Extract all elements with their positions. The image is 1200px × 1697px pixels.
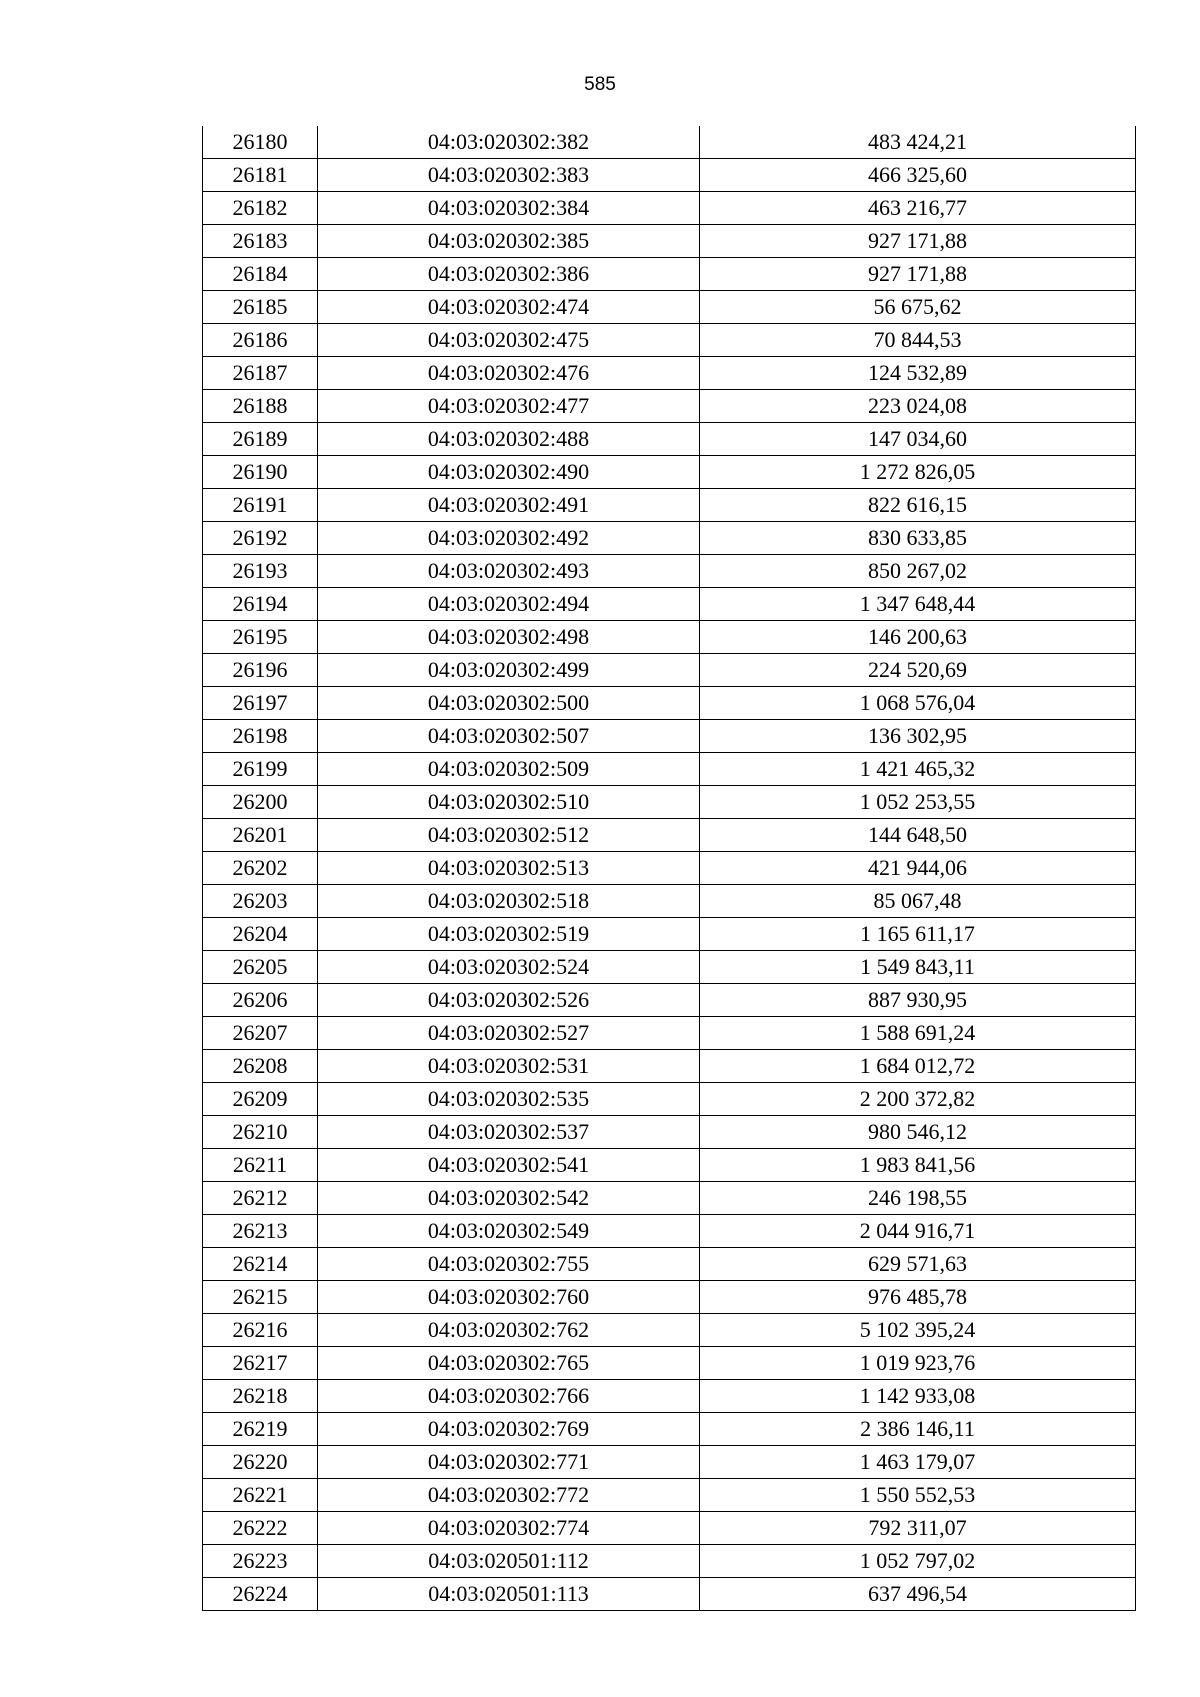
cadastral-number-cell: 04:03:020302:492 xyxy=(318,522,700,555)
table-row xyxy=(203,489,1136,522)
cadastral-value-cell: 1 019 923,76 xyxy=(700,1347,1136,1380)
table-row xyxy=(203,1479,1136,1512)
table-row xyxy=(203,1545,1136,1578)
cadastral-number-cell: 04:03:020302:493 xyxy=(318,555,700,588)
table-row xyxy=(203,192,1136,225)
cadastral-value-cell: 146 200,63 xyxy=(700,621,1136,654)
cadastral-value-cell: 1 052 253,55 xyxy=(700,786,1136,819)
row-number-cell: 26182 xyxy=(203,192,318,225)
cadastral-number-cell: 04:03:020302:384 xyxy=(318,192,700,225)
table-row xyxy=(203,1413,1136,1446)
cadastral-value-cell: 1 684 012,72 xyxy=(700,1050,1136,1083)
row-number-cell: 26193 xyxy=(203,555,318,588)
table-row xyxy=(203,1050,1136,1083)
table-row xyxy=(203,1149,1136,1182)
cadastral-value-cell: 1 347 648,44 xyxy=(700,588,1136,621)
cadastral-value-cell: 822 616,15 xyxy=(700,489,1136,522)
table-row xyxy=(203,588,1136,621)
cadastral-number-cell: 04:03:020302:507 xyxy=(318,720,700,753)
cadastral-value-cell: 1 272 826,05 xyxy=(700,456,1136,489)
row-number-cell: 26194 xyxy=(203,588,318,621)
row-number-cell: 26208 xyxy=(203,1050,318,1083)
cadastral-number-cell: 04:03:020302:774 xyxy=(318,1512,700,1545)
cadastral-value-cell: 1 463 179,07 xyxy=(700,1446,1136,1479)
cadastral-number-cell: 04:03:020302:386 xyxy=(318,258,700,291)
table-row xyxy=(203,1380,1136,1413)
cadastral-value-cell: 224 520,69 xyxy=(700,654,1136,687)
cadastral-number-cell: 04:03:020302:498 xyxy=(318,621,700,654)
table-row xyxy=(203,720,1136,753)
row-number-cell: 26195 xyxy=(203,621,318,654)
row-number-cell: 26198 xyxy=(203,720,318,753)
cadastral-value-cell: 1 142 933,08 xyxy=(700,1380,1136,1413)
cadastral-number-cell: 04:03:020302:526 xyxy=(318,984,700,1017)
row-number-cell: 26201 xyxy=(203,819,318,852)
row-number-cell: 26219 xyxy=(203,1413,318,1446)
table-row xyxy=(203,1446,1136,1479)
cadastral-number-cell: 04:03:020302:762 xyxy=(318,1314,700,1347)
row-number-cell: 26220 xyxy=(203,1446,318,1479)
table-row xyxy=(203,390,1136,423)
row-number-cell: 26202 xyxy=(203,852,318,885)
cadastral-value-cell: 5 102 395,24 xyxy=(700,1314,1136,1347)
row-number-cell: 26191 xyxy=(203,489,318,522)
cadastral-value-cell: 976 485,78 xyxy=(700,1281,1136,1314)
cadastral-value-cell: 85 067,48 xyxy=(700,885,1136,918)
cadastral-number-cell: 04:03:020302:509 xyxy=(318,753,700,786)
row-number-cell: 26224 xyxy=(203,1578,318,1611)
cadastral-value-cell: 1 068 576,04 xyxy=(700,687,1136,720)
cadastral-value-cell: 421 944,06 xyxy=(700,852,1136,885)
cadastral-number-cell: 04:03:020501:112 xyxy=(318,1545,700,1578)
table-body xyxy=(203,126,1136,1611)
table-row xyxy=(203,918,1136,951)
cadastral-number-cell: 04:03:020302:535 xyxy=(318,1083,700,1116)
cadastral-value-cell: 70 844,53 xyxy=(700,324,1136,357)
table-row xyxy=(203,1116,1136,1149)
row-number-cell: 26205 xyxy=(203,951,318,984)
table-row xyxy=(203,1281,1136,1314)
row-number-cell: 26215 xyxy=(203,1281,318,1314)
table-row xyxy=(203,1578,1136,1611)
cadastral-value-cell: 1 550 552,53 xyxy=(700,1479,1136,1512)
cadastral-number-cell: 04:03:020302:765 xyxy=(318,1347,700,1380)
row-number-cell: 26204 xyxy=(203,918,318,951)
table-row xyxy=(203,819,1136,852)
cadastral-number-cell: 04:03:020302:531 xyxy=(318,1050,700,1083)
table-row xyxy=(203,456,1136,489)
cadastral-value-cell: 147 034,60 xyxy=(700,423,1136,456)
cadastral-value-cell: 927 171,88 xyxy=(700,225,1136,258)
row-number-cell: 26185 xyxy=(203,291,318,324)
row-number-cell: 26180 xyxy=(203,126,318,159)
row-number-cell: 26209 xyxy=(203,1083,318,1116)
row-number-cell: 26213 xyxy=(203,1215,318,1248)
cadastral-value-cell: 1 421 465,32 xyxy=(700,753,1136,786)
row-number-cell: 26211 xyxy=(203,1149,318,1182)
table-row xyxy=(203,621,1136,654)
row-number-cell: 26184 xyxy=(203,258,318,291)
row-number-cell: 26218 xyxy=(203,1380,318,1413)
table-row xyxy=(203,357,1136,390)
cadastral-value-cell: 2 044 916,71 xyxy=(700,1215,1136,1248)
cadastral-number-cell: 04:03:020302:385 xyxy=(318,225,700,258)
cadastral-number-cell: 04:03:020302:518 xyxy=(318,885,700,918)
cadastral-value-cell: 1 165 611,17 xyxy=(700,918,1136,951)
row-number-cell: 26190 xyxy=(203,456,318,489)
cadastral-number-cell: 04:03:020302:771 xyxy=(318,1446,700,1479)
cadastral-number-cell: 04:03:020302:491 xyxy=(318,489,700,522)
cadastral-value-cell: 1 052 797,02 xyxy=(700,1545,1136,1578)
cadastral-value-cell: 1 983 841,56 xyxy=(700,1149,1136,1182)
table-row xyxy=(203,1512,1136,1545)
cadastral-value-cell: 124 532,89 xyxy=(700,357,1136,390)
row-number-cell: 26187 xyxy=(203,357,318,390)
table-row xyxy=(203,885,1136,918)
table-row xyxy=(203,1248,1136,1281)
table-row xyxy=(203,324,1136,357)
cadastral-value-cell: 637 496,54 xyxy=(700,1578,1136,1611)
cadastral-number-cell: 04:03:020302:488 xyxy=(318,423,700,456)
row-number-cell: 26183 xyxy=(203,225,318,258)
row-number-cell: 26212 xyxy=(203,1182,318,1215)
cadastral-number-cell: 04:03:020302:513 xyxy=(318,852,700,885)
cadastral-number-cell: 04:03:020302:490 xyxy=(318,456,700,489)
row-number-cell: 26189 xyxy=(203,423,318,456)
row-number-cell: 26210 xyxy=(203,1116,318,1149)
row-number-cell: 26203 xyxy=(203,885,318,918)
cadastral-value-cell: 1 549 843,11 xyxy=(700,951,1136,984)
row-number-cell: 26192 xyxy=(203,522,318,555)
cadastral-number-cell: 04:03:020302:524 xyxy=(318,951,700,984)
table-row xyxy=(203,258,1136,291)
cadastral-number-cell: 04:03:020302:772 xyxy=(318,1479,700,1512)
cadastral-value-cell: 2 200 372,82 xyxy=(700,1083,1136,1116)
row-number-cell: 26206 xyxy=(203,984,318,1017)
table-row xyxy=(203,291,1136,324)
table-row xyxy=(203,225,1136,258)
row-number-cell: 26223 xyxy=(203,1545,318,1578)
cadastral-number-cell: 04:03:020302:475 xyxy=(318,324,700,357)
cadastral-value-cell: 223 024,08 xyxy=(700,390,1136,423)
row-number-cell: 26207 xyxy=(203,1017,318,1050)
cadastral-number-cell: 04:03:020302:766 xyxy=(318,1380,700,1413)
row-number-cell: 26216 xyxy=(203,1314,318,1347)
cadastral-value-table xyxy=(202,126,1136,1611)
cadastral-number-cell: 04:03:020302:474 xyxy=(318,291,700,324)
cadastral-value-cell: 246 198,55 xyxy=(700,1182,1136,1215)
cadastral-number-cell: 04:03:020302:537 xyxy=(318,1116,700,1149)
cadastral-number-cell: 04:03:020302:512 xyxy=(318,819,700,852)
table-row xyxy=(203,1215,1136,1248)
table-row xyxy=(203,786,1136,819)
cadastral-value-cell: 887 930,95 xyxy=(700,984,1136,1017)
table-row xyxy=(203,984,1136,1017)
table-row xyxy=(203,522,1136,555)
cadastral-value-cell: 980 546,12 xyxy=(700,1116,1136,1149)
cadastral-value-cell: 850 267,02 xyxy=(700,555,1136,588)
row-number-cell: 26214 xyxy=(203,1248,318,1281)
cadastral-number-cell: 04:03:020302:500 xyxy=(318,687,700,720)
row-number-cell: 26186 xyxy=(203,324,318,357)
row-number-cell: 26197 xyxy=(203,687,318,720)
table-row xyxy=(203,555,1136,588)
row-number-cell: 26200 xyxy=(203,786,318,819)
cadastral-number-cell: 04:03:020302:383 xyxy=(318,159,700,192)
row-number-cell: 26188 xyxy=(203,390,318,423)
cadastral-number-cell: 04:03:020501:113 xyxy=(318,1578,700,1611)
table-row xyxy=(203,126,1136,159)
cadastral-value-cell: 1 588 691,24 xyxy=(700,1017,1136,1050)
table-row xyxy=(203,159,1136,192)
row-number-cell: 26217 xyxy=(203,1347,318,1380)
row-number-cell: 26181 xyxy=(203,159,318,192)
cadastral-value-cell: 483 424,21 xyxy=(700,126,1136,159)
cadastral-number-cell: 04:03:020302:499 xyxy=(318,654,700,687)
row-number-cell: 26196 xyxy=(203,654,318,687)
cadastral-number-cell: 04:03:020302:549 xyxy=(318,1215,700,1248)
cadastral-number-cell: 04:03:020302:527 xyxy=(318,1017,700,1050)
cadastral-number-cell: 04:03:020302:510 xyxy=(318,786,700,819)
cadastral-value-cell: 463 216,77 xyxy=(700,192,1136,225)
cadastral-number-cell: 04:03:020302:542 xyxy=(318,1182,700,1215)
cadastral-value-cell: 830 633,85 xyxy=(700,522,1136,555)
cadastral-number-cell: 04:03:020302:755 xyxy=(318,1248,700,1281)
table-row xyxy=(203,852,1136,885)
table-row xyxy=(203,1347,1136,1380)
table-row xyxy=(203,1083,1136,1116)
cadastral-value-cell: 466 325,60 xyxy=(700,159,1136,192)
page-number: 585 xyxy=(584,74,616,95)
cadastral-value-cell: 136 302,95 xyxy=(700,720,1136,753)
cadastral-value-cell: 792 311,07 xyxy=(700,1512,1136,1545)
cadastral-value-cell: 144 648,50 xyxy=(700,819,1136,852)
cadastral-number-cell: 04:03:020302:477 xyxy=(318,390,700,423)
cadastral-number-cell: 04:03:020302:476 xyxy=(318,357,700,390)
row-number-cell: 26221 xyxy=(203,1479,318,1512)
table-row xyxy=(203,654,1136,687)
table-row xyxy=(203,1017,1136,1050)
cadastral-number-cell: 04:03:020302:769 xyxy=(318,1413,700,1446)
cadastral-value-cell: 2 386 146,11 xyxy=(700,1413,1136,1446)
cadastral-value-cell: 56 675,62 xyxy=(700,291,1136,324)
table-row xyxy=(203,951,1136,984)
row-number-cell: 26199 xyxy=(203,753,318,786)
table-row xyxy=(203,753,1136,786)
cadastral-value-cell: 629 571,63 xyxy=(700,1248,1136,1281)
table-row xyxy=(203,1314,1136,1347)
cadastral-number-cell: 04:03:020302:760 xyxy=(318,1281,700,1314)
cadastral-number-cell: 04:03:020302:541 xyxy=(318,1149,700,1182)
cadastral-number-cell: 04:03:020302:519 xyxy=(318,918,700,951)
table-row xyxy=(203,1182,1136,1215)
row-number-cell: 26222 xyxy=(203,1512,318,1545)
cadastral-value-cell: 927 171,88 xyxy=(700,258,1136,291)
table-row xyxy=(203,687,1136,720)
cadastral-number-cell: 04:03:020302:382 xyxy=(318,126,700,159)
cadastral-number-cell: 04:03:020302:494 xyxy=(318,588,700,621)
table-row xyxy=(203,423,1136,456)
